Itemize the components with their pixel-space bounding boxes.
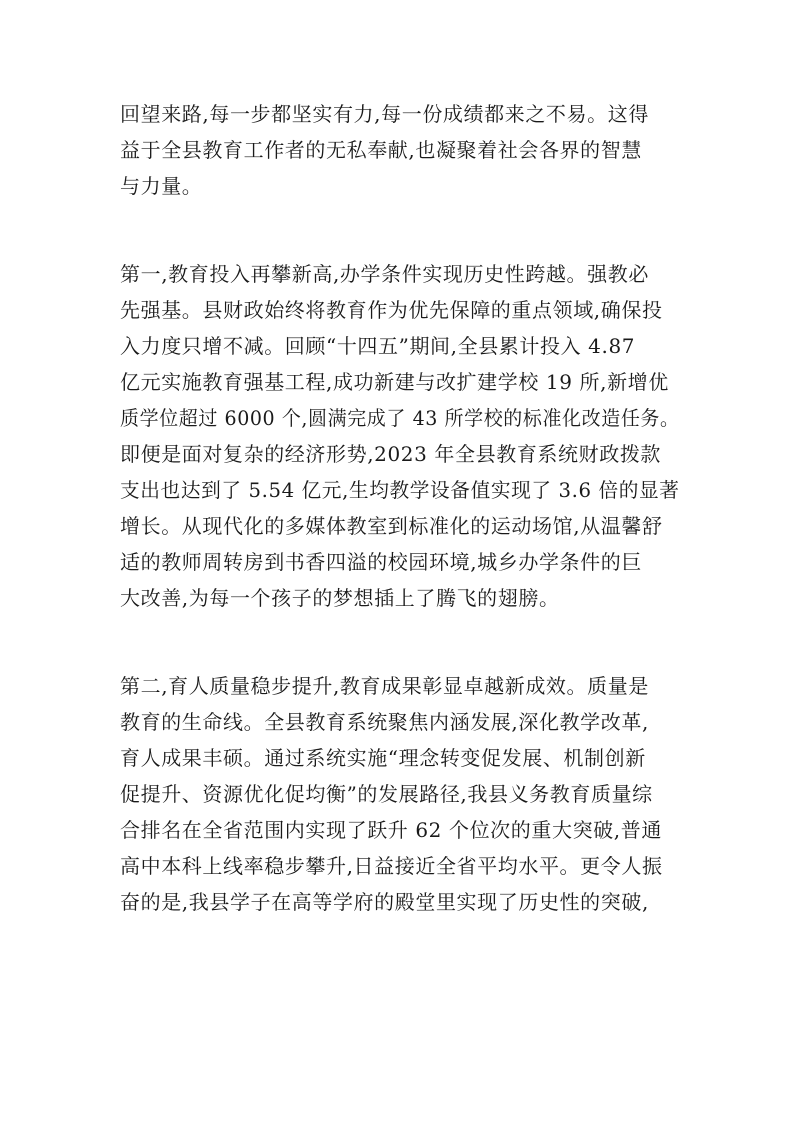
text-line: 即便是面对复杂的经济形势,2023 年全县教育系统财政拨款	[120, 442, 662, 466]
text-line: 与力量。	[120, 174, 203, 198]
text-line: 益于全县教育工作者的无私奉献,也凝聚着社会各界的智慧	[120, 138, 642, 162]
text-line: 亿元实施教育强基工程,成功新建与改扩建学校 19 所,新增优	[120, 370, 669, 394]
text-line: 增长。从现代化的多媒体教室到标准化的运动场馆,从温馨舒	[120, 514, 663, 538]
text-line: 先强基。县财政始终将教育作为优先保障的重点领域,确保投	[120, 298, 663, 322]
text-line: 育人成果丰硕。通过系统实施“理念转变促发展、机制创新	[120, 746, 646, 770]
paragraph-second	[120, 668, 680, 920]
paragraph-first	[120, 256, 680, 616]
text-line: 奋的是,我县学子在高等学府的殿堂里实现了历史性的突破,	[120, 890, 649, 914]
document-body	[120, 96, 680, 920]
paragraph-intro	[120, 96, 680, 204]
text-line: 适的教师周转房到书香四溢的校园环境,城乡办学条件的巨	[120, 550, 642, 574]
paragraph-spacer	[120, 204, 680, 256]
text-line: 合排名在全省范围内实现了跃升 62 个位次的重大突破,普通	[120, 818, 662, 842]
text-line: 支出也达到了 5.54 亿元,生均教学设备值实现了 3.6 倍的显著	[120, 478, 680, 502]
text-line: 教育的生命线。全县教育系统聚焦内涵发展,深化教学改革,	[120, 710, 649, 734]
text-line: 第一,教育投入再攀新高,办学条件实现历史性跨越。强教必	[120, 262, 649, 286]
text-line: 入力度只增不减。回顾“十四五”期间,全县累计投入 4.87	[120, 334, 636, 358]
text-line: 第二,育人质量稳步提升,教育成果彰显卓越新成效。质量是	[120, 674, 649, 698]
text-line: 质学位超过 6000 个,圆满完成了 43 所学校的标准化改造任务。	[120, 406, 680, 430]
text-line: 回望来路,每一步都坚实有力,每一份成绩都来之不易。这得	[120, 102, 649, 126]
text-line: 促提升、资源优化促均衡”的发展路径,我县义务教育质量综	[120, 782, 653, 806]
text-line: 高中本科上线率稳步攀升,日益接近全省平均水平。更令人振	[120, 854, 663, 878]
text-line: 大改善,为每一个孩子的梦想插上了腾飞的翅膀。	[120, 586, 560, 610]
paragraph-spacer	[120, 616, 680, 668]
